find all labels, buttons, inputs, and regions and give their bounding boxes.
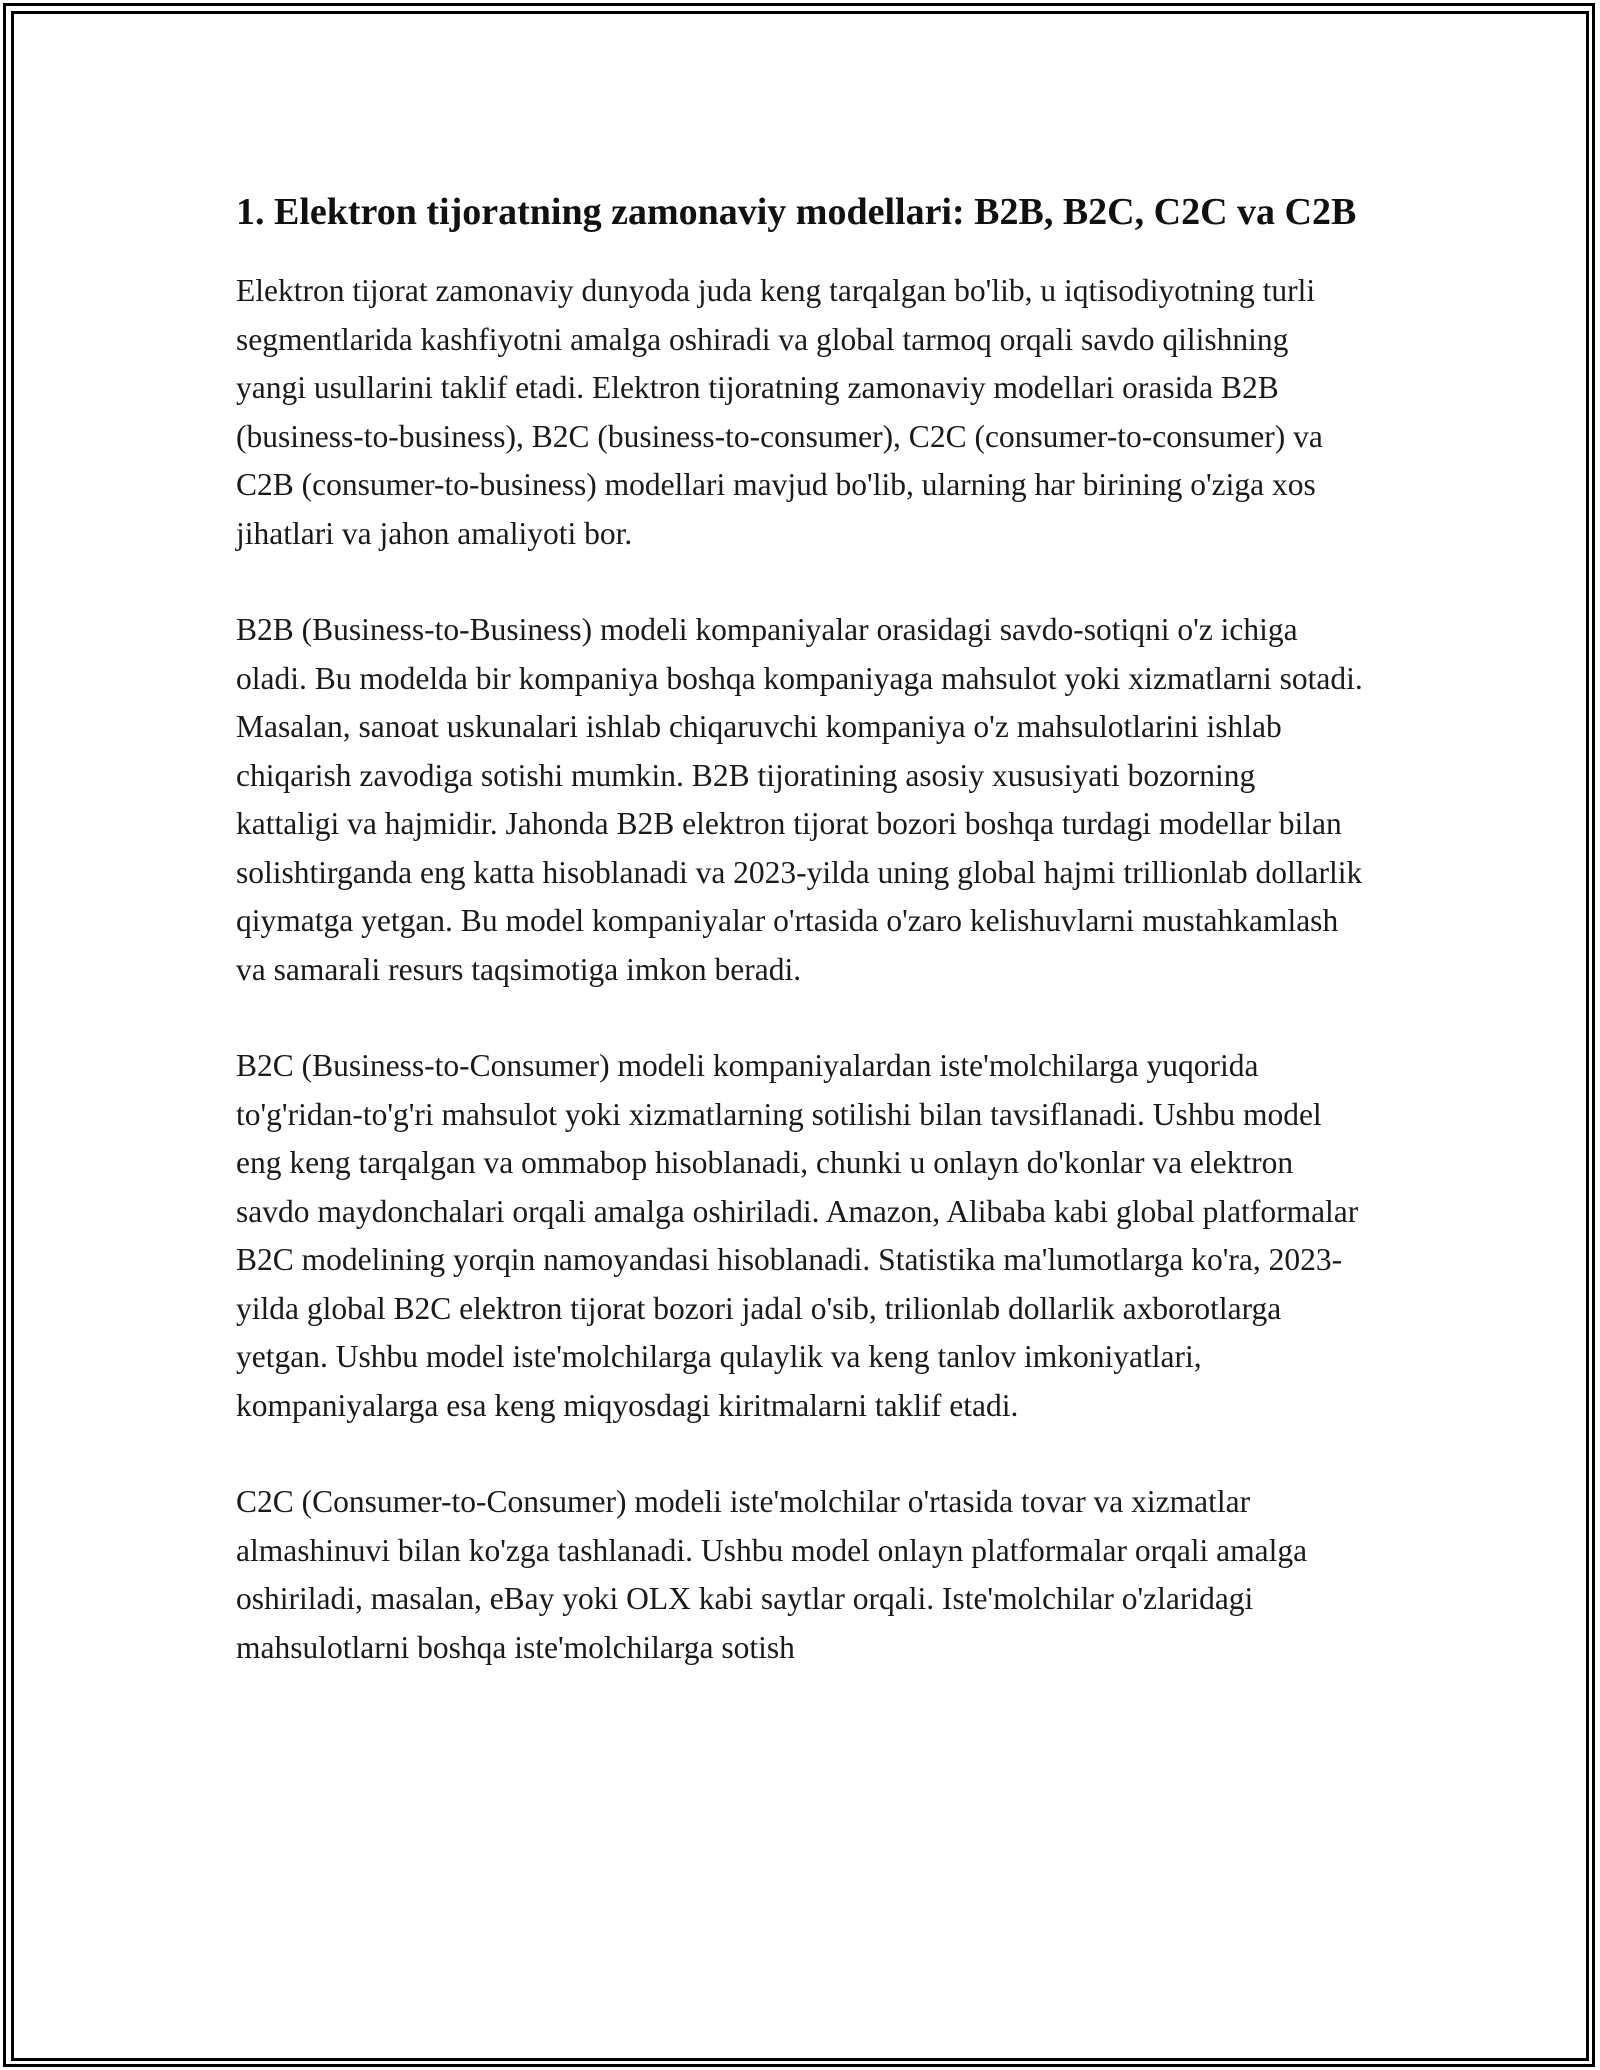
document-body [236,186,1366,1720]
paragraph-intro: Elektron tijorat zamonaviy dunyoda juda keng tarqalgan bo'lib, u iqtisodiyotning turli segmentlarida kashfiyotni amalga oshiradi va global tarmoq orqali savdo qilishning yangi usullarini taklif etadi. Elektron tijoratning zamonaviy modellari orasida B2B (business-to-business), B2C (business-to-consumer), C2C (consumer-to-consumer) va C2B (consumer-to-business) modellari mavjud bo'lib, ularning har birining o'ziga xos jihatlari va jahon amaliyoti bor. [236,273,1323,551]
paragraph-b2c: B2C (Business-to-Consumer) modeli kompaniyalardan iste'molchilarga yuqorida to'g'ridan-to'g'ri mahsulot yoki xizmatlarning sotilishi bilan tavsiflanadi. Ushbu model eng keng tarqalgan va ommabop hisoblanadi, chunki u onlayn do'konlar va elektron savdo maydonchalari orqali amalga oshiriladi. Amazon, Alibaba kabi global platformalar B2C modelining yorqin namoyandasi hisoblanadi. Statistika ma'lumotlarga ko'ra, 2023-yilda global B2C elektron tijorat bozori jadal o'sib, trilionlab dollarlik axborotlarga yetgan. Ushbu model iste'molchilarga qulaylik va keng tanlov imkoniyatlari, kompaniyalarga esa keng miqyosdagi kiritmalarni taklif etadi. [236,1048,1359,1423]
paragraph-c2c: C2C (Consumer-to-Consumer) modeli iste'molchilar o'rtasida tovar va xizmatlar almashinuvi bilan ko'zga tashlanadi. Ushbu model onlayn platformalar orqali amalga oshiriladi, masalan, eBay yoki OLX kabi saytlar orqali. Iste'molchilar o'zlaridagi mahsulotlarni boshqa iste'molchilarga sotish [236,1484,1308,1665]
paragraph-b2b: B2B (Business-to-Business) modeli kompaniyalar orasidagi savdo-sotiqni o'z ichiga oladi. Bu modelda bir kompaniya boshqa kompaniyaga mahsulot yoki xizmatlarni sotadi. Masalan, sanoat uskunalari ishlab chiqaruvchi kompaniya o'z mahsulotlarini ishlab chiqarish zavodiga sotishi mumkin. B2B tijoratining asosiy xususiyati bozorning kattaligi va hajmidir. Jahonda B2B elektron tijorat bozori boshqa turdagi modellar bilan solishtirganda eng katta hisoblanadi va 2023-yilda uning global hajmi trillionlab dollarlik qiymatga yetgan. Bu model kompaniyalar o'rtasida o'zaro kelishuvlarni mustahkamlash va samarali resurs taqsimotiga imkon beradi. [236,612,1363,987]
section-heading: 1. Elektron tijoratning zamonaviy modellari: B2B, B2C, C2C va C2B [236,191,1357,233]
